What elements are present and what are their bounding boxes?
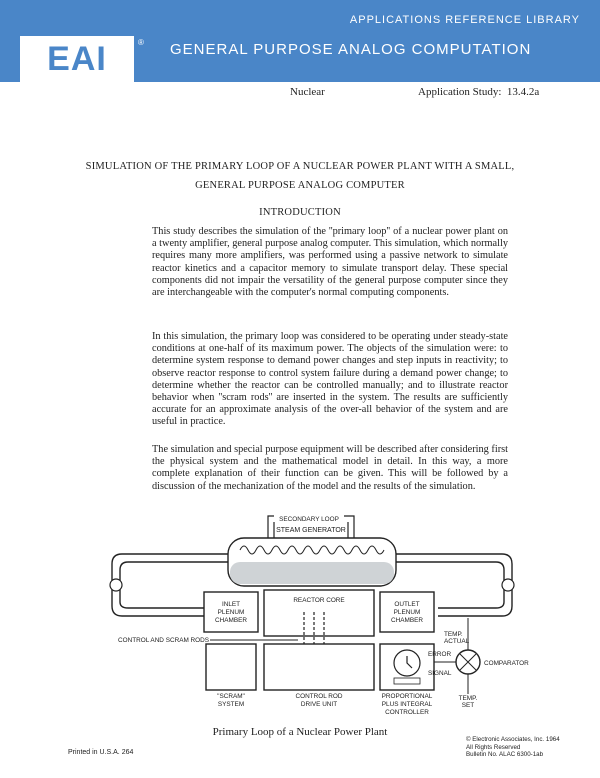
left-pump bbox=[110, 579, 122, 591]
section-heading: INTRODUCTION bbox=[259, 207, 341, 218]
svg-text:TEMP.: TEMP. bbox=[444, 631, 463, 638]
eai-logo: EAI bbox=[20, 36, 134, 82]
subject-label: Nuclear bbox=[290, 86, 325, 98]
svg-text:INLET: INLET bbox=[221, 601, 241, 608]
svg-text:CONTROLLER: CONTROLLER bbox=[385, 709, 429, 716]
water-level bbox=[230, 562, 394, 584]
study-number: 13.4.2a bbox=[506, 86, 540, 98]
document-title-line2: GENERAL PURPOSE ANALOG COMPUTER bbox=[195, 180, 405, 191]
svg-text:REACTOR CORE: REACTOR CORE bbox=[293, 597, 345, 604]
registered-mark: ® bbox=[138, 38, 144, 47]
copyright-block bbox=[466, 736, 560, 759]
drive-unit-box bbox=[264, 644, 374, 690]
svg-text:SYSTEM: SYSTEM bbox=[217, 701, 245, 708]
printed-note: Printed in U.S.A. 264 bbox=[68, 749, 134, 756]
svg-text:SET: SET bbox=[461, 702, 475, 709]
svg-text:TEMP.: TEMP. bbox=[458, 695, 478, 702]
bulletin-line: Bulletin No. ALAC 6300-1ab bbox=[466, 751, 544, 759]
steam-generator-label: STEAM GENERATOR bbox=[276, 527, 346, 534]
right-pump bbox=[502, 579, 514, 591]
paragraph-1: This study describes the simulation of the ''primary loop'' of a nuclear power plant on a twenty amplifier, general purpose analog computer. This simulation, which normally requires many more amplifiers, was performed using a passive network to simulate reactor kinetics and a capacitor memory to simulate transport delay. These special components did not impair the versatility of the general purpose computer since they are interchangeable with the computer's normal computing components. bbox=[152, 226, 508, 299]
study-id bbox=[418, 86, 539, 98]
svg-text:CHAMBER: CHAMBER bbox=[391, 617, 423, 624]
study-label: Application Study: bbox=[418, 86, 502, 98]
secondary-loop-label: SECONDARY LOOP bbox=[279, 516, 339, 523]
series-title: GENERAL PURPOSE ANALOG COMPUTATION bbox=[170, 41, 532, 58]
document-title-line1: SIMULATION OF THE PRIMARY LOOP OF A NUCLEAR POWER PLANT WITH A SMALL, bbox=[85, 161, 515, 172]
svg-text:SIGNAL: SIGNAL bbox=[428, 670, 452, 677]
svg-text:CONTROL ROD: CONTROL ROD bbox=[295, 693, 343, 700]
svg-text:ACTUAL: ACTUAL bbox=[444, 638, 470, 645]
scram-system-box bbox=[206, 644, 256, 690]
svg-text:DRIVE UNIT: DRIVE UNIT bbox=[300, 701, 338, 708]
svg-text:ERROR: ERROR bbox=[428, 651, 452, 658]
primary-loop-diagram bbox=[108, 510, 548, 718]
figure-caption: Primary Loop of a Nuclear Power Plant bbox=[212, 726, 388, 738]
svg-text:CHAMBER: CHAMBER bbox=[215, 617, 247, 624]
svg-text:COMPARATOR: COMPARATOR bbox=[484, 660, 529, 667]
svg-text:PLENUM: PLENUM bbox=[393, 609, 421, 616]
svg-text:''SCRAM'': ''SCRAM'' bbox=[217, 693, 245, 700]
copyright-line: © Electronic Associates, Inc. 1964 bbox=[466, 736, 560, 743]
control-rods-label: CONTROL AND SCRAM RODS bbox=[118, 637, 210, 644]
svg-text:PLENUM: PLENUM bbox=[217, 609, 245, 616]
svg-text:OUTLET: OUTLET bbox=[394, 601, 420, 608]
rights-line: All Rights Reserved bbox=[466, 743, 521, 751]
paragraph-3: The simulation and special purpose equipment will be described after considering first the physical system and the mathematical model in detail. In this way, a more complete explanation of their function can be given. This will be followed by a discussion of the mechanization of the model and the results of the simulation. bbox=[152, 444, 508, 492]
svg-text:PLUS INTEGRAL: PLUS INTEGRAL bbox=[381, 701, 433, 708]
library-title: APPLICATIONS REFERENCE LIBRARY bbox=[349, 14, 580, 26]
svg-text:PROPORTIONAL: PROPORTIONAL bbox=[381, 693, 433, 700]
paragraph-2: In this simulation, the primary loop was considered to be operating under steady-state conditions at one-half of its maximum power. The objects of the simulation were: to determine system response to demand power changes and step inputs in reactivity; to observe reactor response to control system failure during a demand power change; to determine whether the reactor can be controlled manually; and to illustrate reactor behavior when ''scram rods'' are inserted in the system. The results are sufficiently accurate for an approximate analysis of the over-all behavior of the system and are useful in practice. bbox=[152, 331, 508, 428]
